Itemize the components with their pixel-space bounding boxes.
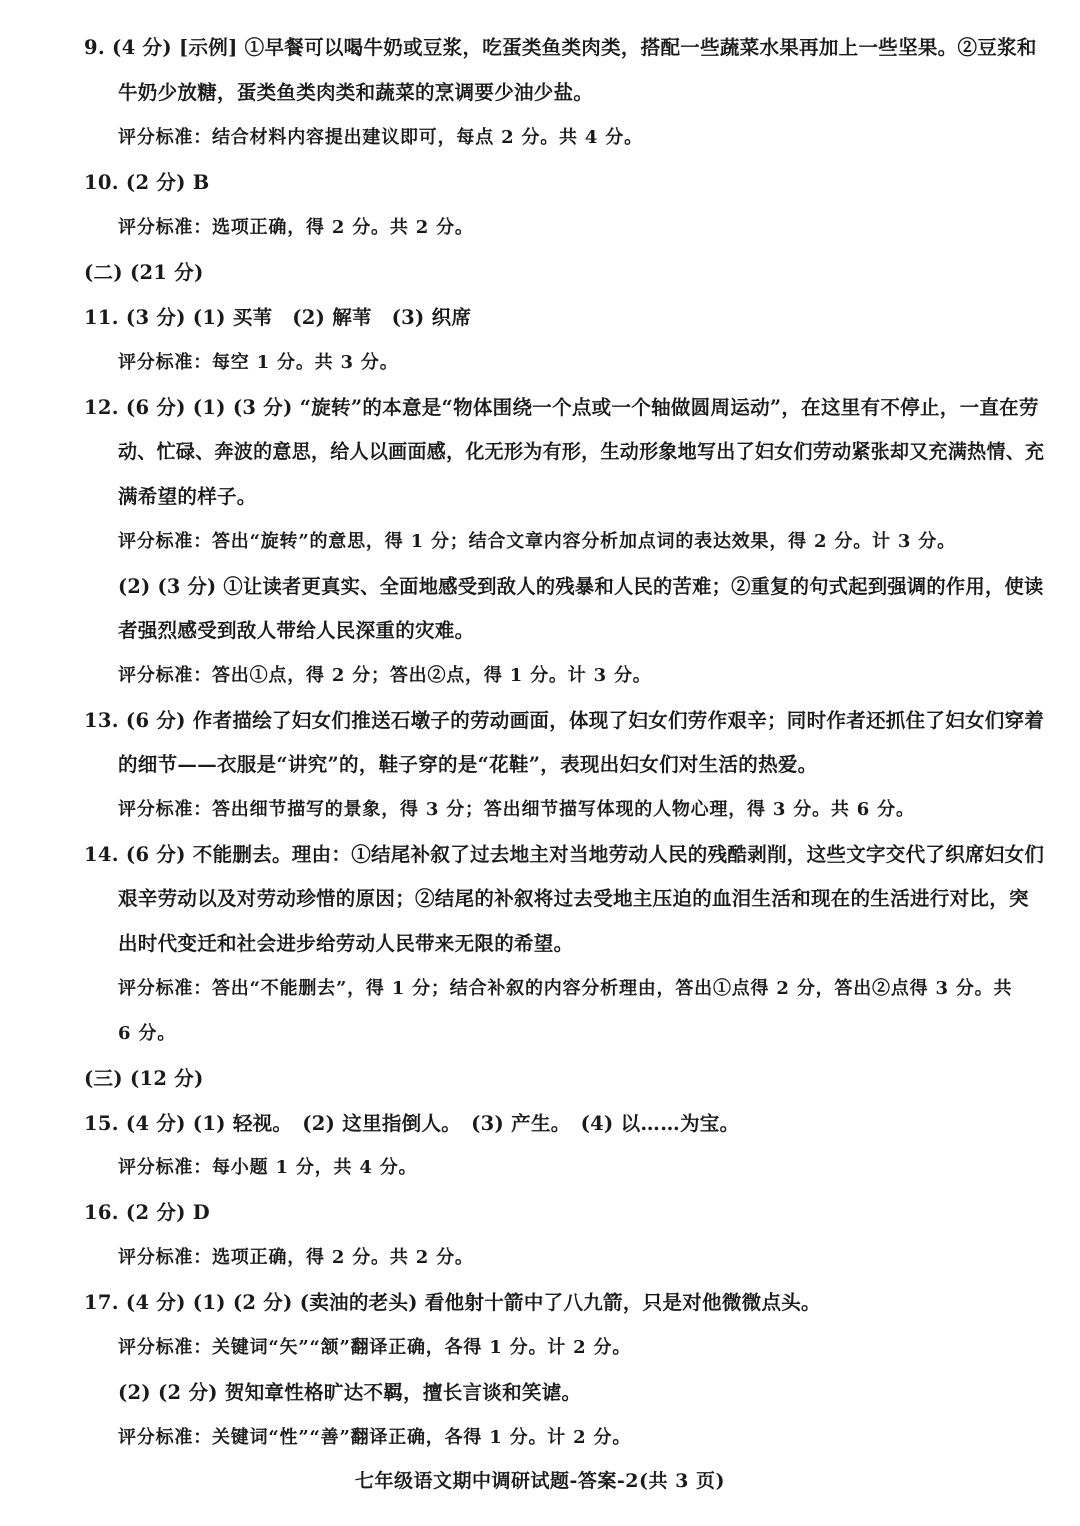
line-14: 评分标准：答出①点，得 2 分；答出②点，得 1 分。计 3 分。 — [118, 665, 652, 686]
line-24: 15. (4 分) (1) 轻视。 (2) 这里指倒人。 (3) 产生。 (4) 以……为宝。 — [84, 1112, 740, 1135]
line-28: 17. (4 分) (1) (2 分) (卖油的老头) 看他射十箭中了八九箭，只是对他微微点头。 — [84, 1291, 821, 1314]
line-18: 14. (6 分) 不能删去。理由：①结尾补叙了过去地主对当地劳动人民的残酷剥削，这些文字交代了织席妇女们 — [84, 843, 1045, 866]
line-22: 6 分。 — [118, 1023, 176, 1044]
line-6: 11. (3 分) (1) 买苇 (2) 解苇 (3) 织席 — [84, 306, 472, 329]
line-27: 评分标准：选项正确，得 2 分。共 2 分。 — [118, 1247, 474, 1268]
line-0: 9. (4 分) [示例] ①早餐可以喝牛奶或豆浆，吃蛋类鱼类肉类，搭配一些蔬菜水果再加上一些坚果。②豆浆和 — [84, 36, 1037, 59]
line-12: (2) (3 分) ①让读者更真实、全面地感受到敌人的残暴和人民的苦难；②重复的句式起到强调的作用，使读 — [118, 575, 1044, 598]
line-9: 动、忙碌、奔波的意思，给人以画面感，化无形为有形，生动形象地写出了妇女们劳动紧张却又充满热情、充 — [118, 440, 1045, 463]
line-29: 评分标准：关键词“矢”“颔”翻译正确，各得 1 分。计 2 分。 — [118, 1337, 632, 1358]
line-7: 评分标准：每空 1 分。共 3 分。 — [118, 352, 399, 373]
line-5: (二) (21 分) — [84, 261, 204, 284]
line-13: 者强烈感受到敌人带给人民深重的灾难。 — [118, 619, 475, 642]
line-26: 16. (2 分) D — [84, 1201, 211, 1224]
line-3: 10. (2 分) B — [84, 171, 210, 194]
line-30: (2) (2 分) 贺知章性格旷达不羁，擅长言谈和笑谑。 — [118, 1381, 582, 1404]
page-footer: 七年级语文期中调研试题-答案-2(共 3 页) — [355, 1470, 725, 1492]
line-10: 满希望的样子。 — [118, 485, 257, 508]
line-23: (三) (12 分) — [84, 1067, 204, 1090]
line-4: 评分标准：选项正确，得 2 分。共 2 分。 — [118, 217, 474, 238]
line-15: 13. (6 分) 作者描绘了妇女们推送石墩子的劳动画面，体现了妇女们劳作艰辛；同时作者还抓住了妇女们穿着 — [84, 709, 1045, 732]
line-16: 的细节——衣服是“讲究”的，鞋子穿的是“花鞋”，表现出妇女们对生活的热爱。 — [118, 753, 818, 776]
line-21: 评分标准：答出“不能删去”，得 1 分；结合补叙的内容分析理由，答出①点得 2 分，答出②点得 3 分。共 — [118, 978, 1013, 999]
line-20: 出时代变迁和社会进步给劳动人民带来无限的希望。 — [118, 932, 574, 955]
line-1: 牛奶少放糖，蛋类鱼类肉类和蔬菜的烹调要少油少盐。 — [118, 81, 594, 104]
line-11: 评分标准：答出“旋转”的意思，得 1 分；结合文章内容分析加点词的表达效果，得 2 分。计 3 分。 — [118, 531, 956, 552]
line-8: 12. (6 分) (1) (3 分) “旋转”的本意是“物体围绕一个点或一个轴做圆周运动”，在这里有不停止，一直在劳 — [84, 396, 1039, 419]
line-31: 评分标准：关键词“性”“善”翻译正确，各得 1 分。计 2 分。 — [118, 1427, 632, 1448]
line-17: 评分标准：答出细节描写的景象，得 3 分；答出细节描写体现的人物心理，得 3 分。共 6 分。 — [118, 799, 915, 820]
line-19: 艰辛劳动以及对劳动珍惜的原因；②结尾的补叙将过去受地主压迫的血泪生活和现在的生活进行对比，突 — [118, 887, 1029, 910]
line-25: 评分标准：每小题 1 分，共 4 分。 — [118, 1157, 418, 1178]
line-2: 评分标准：结合材料内容提出建议即可，每点 2 分。共 4 分。 — [118, 127, 643, 148]
